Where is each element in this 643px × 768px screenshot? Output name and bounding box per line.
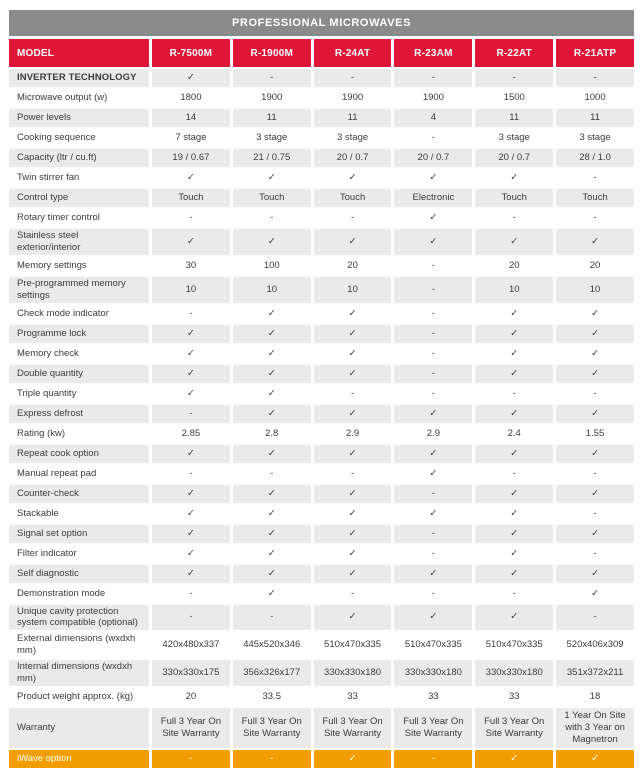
table-row xyxy=(9,585,634,603)
value-cell: - xyxy=(233,465,311,483)
value-cell: - xyxy=(233,605,311,631)
check-mark-cell: ✓ xyxy=(556,305,634,323)
table-row xyxy=(9,445,634,463)
value-cell: 20 / 0.7 xyxy=(394,149,472,167)
value-cell: - xyxy=(233,69,311,87)
value-cell: 10 xyxy=(475,277,553,303)
value-cell: - xyxy=(394,750,472,768)
check-mark-cell: ✓ xyxy=(475,345,553,363)
check-mark-cell: ✓ xyxy=(475,485,553,503)
value-cell: 510x470x335 xyxy=(314,632,392,658)
check-mark-cell: ✓ xyxy=(475,545,553,563)
value-cell: - xyxy=(556,505,634,523)
table-row xyxy=(9,209,634,227)
row-label: Control type xyxy=(9,189,149,207)
model-header-r1900m: R-1900M xyxy=(233,39,311,67)
value-cell: 1900 xyxy=(394,89,472,107)
value-cell: 4 xyxy=(394,109,472,127)
value-cell: - xyxy=(475,585,553,603)
value-cell: Full 3 Year On Site Warranty xyxy=(475,708,553,748)
value-cell: Touch xyxy=(314,189,392,207)
value-cell: - xyxy=(394,257,472,275)
check-mark-cell: ✓ xyxy=(233,325,311,343)
value-cell: 2.9 xyxy=(314,425,392,443)
check-mark-cell: ✓ xyxy=(152,445,230,463)
check-mark-cell: ✓ xyxy=(233,485,311,503)
value-cell: 10 xyxy=(556,277,634,303)
value-cell: 351x372x211 xyxy=(556,660,634,686)
value-cell: 3 stage xyxy=(314,129,392,147)
value-cell: 33 xyxy=(475,688,553,706)
check-mark-cell: ✓ xyxy=(152,525,230,543)
row-label: Filter indicator xyxy=(9,545,149,563)
table-row xyxy=(9,277,634,303)
check-mark-cell: ✓ xyxy=(394,229,472,255)
check-mark-cell: ✓ xyxy=(314,750,392,768)
value-cell: - xyxy=(152,585,230,603)
value-cell: 14 xyxy=(152,109,230,127)
value-cell: - xyxy=(152,465,230,483)
value-cell: 30 xyxy=(152,257,230,275)
row-label: Double quantity xyxy=(9,365,149,383)
value-cell: - xyxy=(394,545,472,563)
check-mark-cell: ✓ xyxy=(556,485,634,503)
value-cell: 20 xyxy=(314,257,392,275)
value-cell: 20 xyxy=(475,257,553,275)
value-cell: 1500 xyxy=(475,89,553,107)
check-mark-cell: ✓ xyxy=(556,585,634,603)
value-cell: Touch xyxy=(233,189,311,207)
row-label: Cooking sequence xyxy=(9,129,149,147)
row-label: Power levels xyxy=(9,109,149,127)
value-cell: - xyxy=(314,585,392,603)
table-row xyxy=(9,688,634,706)
check-mark-cell: ✓ xyxy=(314,505,392,523)
value-cell: 3 stage xyxy=(233,129,311,147)
check-mark-cell: ✓ xyxy=(152,545,230,563)
value-cell: - xyxy=(394,525,472,543)
check-mark-cell: ✓ xyxy=(152,365,230,383)
value-cell: - xyxy=(394,585,472,603)
check-mark-cell: ✓ xyxy=(152,485,230,503)
value-cell: 11 xyxy=(556,109,634,127)
value-cell: - xyxy=(314,465,392,483)
table-row xyxy=(9,345,634,363)
value-cell: 33.5 xyxy=(233,688,311,706)
value-cell: - xyxy=(394,385,472,403)
value-cell: 21 / 0.75 xyxy=(233,149,311,167)
value-cell: Full 3 Year On Site Warranty xyxy=(233,708,311,748)
row-label: Demonstration mode xyxy=(9,585,149,603)
value-cell: Full 3 Year On Site Warranty xyxy=(314,708,392,748)
value-cell: - xyxy=(475,209,553,227)
check-mark-cell: ✓ xyxy=(233,565,311,583)
row-label: Stackable xyxy=(9,505,149,523)
table-row xyxy=(9,465,634,483)
check-mark-cell: ✓ xyxy=(394,445,472,463)
row-label: Twin stirrer fan xyxy=(9,169,149,187)
row-label: Rating (kw) xyxy=(9,425,149,443)
value-cell: 1900 xyxy=(233,89,311,107)
table-row xyxy=(9,325,634,343)
check-mark-cell: ✓ xyxy=(394,465,472,483)
table-row xyxy=(9,605,634,631)
value-cell: 20 / 0.7 xyxy=(314,149,392,167)
check-mark-cell: ✓ xyxy=(233,169,311,187)
page-title: PROFESSIONAL MICROWAVES xyxy=(9,10,634,36)
check-mark-cell: ✓ xyxy=(475,305,553,323)
row-label: Programme lock xyxy=(9,325,149,343)
value-cell: 11 xyxy=(314,109,392,127)
value-cell: - xyxy=(556,209,634,227)
value-cell: 2.9 xyxy=(394,425,472,443)
value-cell: - xyxy=(394,345,472,363)
value-cell: - xyxy=(152,750,230,768)
check-mark-cell: ✓ xyxy=(475,525,553,543)
check-mark-cell: ✓ xyxy=(394,405,472,423)
row-label: Signal set option xyxy=(9,525,149,543)
value-cell: 510x470x335 xyxy=(394,632,472,658)
value-cell: - xyxy=(233,750,311,768)
value-cell: - xyxy=(556,169,634,187)
table-row xyxy=(9,425,634,443)
table-row xyxy=(9,545,634,563)
check-mark-cell: ✓ xyxy=(475,169,553,187)
model-header-r21atp: R-21ATP xyxy=(556,39,634,67)
table-row xyxy=(9,485,634,503)
value-cell: 330x330x180 xyxy=(394,660,472,686)
check-mark-cell: ✓ xyxy=(314,229,392,255)
check-mark-cell: ✓ xyxy=(475,565,553,583)
table-row xyxy=(9,69,634,87)
value-cell: 1800 xyxy=(152,89,230,107)
check-mark-cell: ✓ xyxy=(233,365,311,383)
value-cell: 20 xyxy=(152,688,230,706)
value-cell: - xyxy=(475,465,553,483)
row-label: Counter-check xyxy=(9,485,149,503)
check-mark-cell: ✓ xyxy=(314,545,392,563)
check-mark-cell: ✓ xyxy=(314,325,392,343)
value-cell: 19 / 0.67 xyxy=(152,149,230,167)
table-row xyxy=(9,632,634,658)
iwave-option-row xyxy=(9,750,634,768)
table-row xyxy=(9,305,634,323)
value-cell: 2.8 xyxy=(233,425,311,443)
check-mark-cell: ✓ xyxy=(556,345,634,363)
row-label: Internal dimensions (wxdxh mm) xyxy=(9,660,149,686)
table-row xyxy=(9,169,634,187)
value-cell: 330x330x175 xyxy=(152,660,230,686)
value-cell: - xyxy=(475,69,553,87)
model-column-header: MODEL xyxy=(9,39,149,67)
value-cell: - xyxy=(233,209,311,227)
check-mark-cell: ✓ xyxy=(475,445,553,463)
check-mark-cell: ✓ xyxy=(314,605,392,631)
value-cell: - xyxy=(394,277,472,303)
row-label: Manual repeat pad xyxy=(9,465,149,483)
check-mark-cell: ✓ xyxy=(556,405,634,423)
value-cell: 2.4 xyxy=(475,425,553,443)
row-label: Rotary timer control xyxy=(9,209,149,227)
row-label: Memory check xyxy=(9,345,149,363)
row-label: External dimensions (wxdxh mm) xyxy=(9,632,149,658)
row-label: Microwave output (w) xyxy=(9,89,149,107)
table-row xyxy=(9,257,634,275)
table-row xyxy=(9,229,634,255)
row-label: Pre-programmed memory settings xyxy=(9,277,149,303)
value-cell: 10 xyxy=(314,277,392,303)
check-mark-cell: ✓ xyxy=(475,505,553,523)
value-cell: - xyxy=(556,545,634,563)
check-mark-cell: ✓ xyxy=(233,229,311,255)
check-mark-cell: ✓ xyxy=(233,345,311,363)
table-row xyxy=(9,505,634,523)
check-mark-cell: ✓ xyxy=(314,169,392,187)
value-cell: 33 xyxy=(394,688,472,706)
value-cell: - xyxy=(152,405,230,423)
check-mark-cell: ✓ xyxy=(556,445,634,463)
check-mark-cell: ✓ xyxy=(233,525,311,543)
value-cell: - xyxy=(475,385,553,403)
check-mark-cell: ✓ xyxy=(152,169,230,187)
row-label: Express defrost xyxy=(9,405,149,423)
row-label: Self diagnostic xyxy=(9,565,149,583)
check-mark-cell: ✓ xyxy=(394,169,472,187)
row-label: INVERTER TECHNOLOGY xyxy=(9,69,149,87)
check-mark-cell: ✓ xyxy=(314,485,392,503)
table-row xyxy=(9,660,634,686)
row-label: Memory settings xyxy=(9,257,149,275)
model-header-r24at: R-24AT xyxy=(314,39,392,67)
value-cell: 11 xyxy=(233,109,311,127)
row-label: iWave option xyxy=(9,750,149,768)
check-mark-cell: ✓ xyxy=(152,345,230,363)
row-label: Check mode indicator xyxy=(9,305,149,323)
table-row xyxy=(9,385,634,403)
check-mark-cell: ✓ xyxy=(475,365,553,383)
check-mark-cell: ✓ xyxy=(475,750,553,768)
table-row xyxy=(9,189,634,207)
value-cell: - xyxy=(556,465,634,483)
check-mark-cell: ✓ xyxy=(314,525,392,543)
check-mark-cell: ✓ xyxy=(314,565,392,583)
check-mark-cell: ✓ xyxy=(233,405,311,423)
row-label: Capacity (ltr / cu.ft) xyxy=(9,149,149,167)
check-mark-cell: ✓ xyxy=(475,405,553,423)
row-label: Warranty xyxy=(9,708,149,748)
row-label: Repeat cook option xyxy=(9,445,149,463)
value-cell: 10 xyxy=(152,277,230,303)
table-row xyxy=(9,525,634,543)
value-cell: 20 xyxy=(556,257,634,275)
check-mark-cell: ✓ xyxy=(556,525,634,543)
row-label: Stainless steel exterior/interior xyxy=(9,229,149,255)
check-mark-cell: ✓ xyxy=(314,365,392,383)
value-cell: 445x520x346 xyxy=(233,632,311,658)
table-row xyxy=(9,149,634,167)
value-cell: - xyxy=(394,325,472,343)
check-mark-cell: ✓ xyxy=(233,385,311,403)
check-mark-cell: ✓ xyxy=(394,605,472,631)
value-cell: Full 3 Year On Site Warranty xyxy=(152,708,230,748)
table-row xyxy=(9,109,634,127)
value-cell: - xyxy=(556,69,634,87)
check-mark-cell: ✓ xyxy=(556,365,634,383)
check-mark-cell: ✓ xyxy=(152,505,230,523)
comparison-table-body xyxy=(9,69,634,768)
value-cell: - xyxy=(394,365,472,383)
value-cell: 18 xyxy=(556,688,634,706)
check-mark-cell: ✓ xyxy=(314,345,392,363)
value-cell: Full 3 Year On Site Warranty xyxy=(394,708,472,748)
check-mark-cell: ✓ xyxy=(233,585,311,603)
check-mark-cell: ✓ xyxy=(233,545,311,563)
value-cell: 28 / 1.0 xyxy=(556,149,634,167)
check-mark-cell: ✓ xyxy=(556,229,634,255)
row-label: Product weight approx. (kg) xyxy=(9,688,149,706)
value-cell: Touch xyxy=(556,189,634,207)
check-mark-cell: ✓ xyxy=(556,565,634,583)
check-mark-cell: ✓ xyxy=(152,565,230,583)
model-header-row xyxy=(9,39,634,67)
value-cell: 520x406x309 xyxy=(556,632,634,658)
check-mark-cell: ✓ xyxy=(394,209,472,227)
check-mark-cell: ✓ xyxy=(475,229,553,255)
row-label: Unique cavity protection system compatible (optional) xyxy=(9,605,149,631)
value-cell: 1900 xyxy=(314,89,392,107)
value-cell: 1000 xyxy=(556,89,634,107)
row-label: Triple quantity xyxy=(9,385,149,403)
table-row xyxy=(9,405,634,423)
value-cell: 2.85 xyxy=(152,425,230,443)
value-cell: - xyxy=(394,305,472,323)
value-cell: 330x330x180 xyxy=(314,660,392,686)
check-mark-cell: ✓ xyxy=(556,325,634,343)
model-header-r7500m: R-7500M xyxy=(152,39,230,67)
check-mark-cell: ✓ xyxy=(475,605,553,631)
table-row xyxy=(9,365,634,383)
value-cell: - xyxy=(314,385,392,403)
value-cell: - xyxy=(314,209,392,227)
value-cell: Touch xyxy=(475,189,553,207)
value-cell: 100 xyxy=(233,257,311,275)
check-mark-cell: ✓ xyxy=(233,305,311,323)
value-cell: - xyxy=(314,69,392,87)
model-header-r23am: R-23AM xyxy=(394,39,472,67)
value-cell: 10 xyxy=(233,277,311,303)
value-cell: - xyxy=(394,69,472,87)
check-mark-cell: ✓ xyxy=(314,405,392,423)
value-cell: 3 stage xyxy=(475,129,553,147)
value-cell: 1.55 xyxy=(556,425,634,443)
check-mark-cell: ✓ xyxy=(152,69,230,87)
check-mark-cell: ✓ xyxy=(314,305,392,323)
check-mark-cell: ✓ xyxy=(314,445,392,463)
value-cell: - xyxy=(556,605,634,631)
value-cell: 7 stage xyxy=(152,129,230,147)
value-cell: - xyxy=(152,605,230,631)
value-cell: Touch xyxy=(152,189,230,207)
value-cell: 1 Year On Site with 3 Year on Magnetron xyxy=(556,708,634,748)
table-row xyxy=(9,565,634,583)
value-cell: 510x470x335 xyxy=(475,632,553,658)
value-cell: 20 / 0.7 xyxy=(475,149,553,167)
value-cell: - xyxy=(394,485,472,503)
value-cell: 420x480x337 xyxy=(152,632,230,658)
value-cell: 356x326x177 xyxy=(233,660,311,686)
check-mark-cell: ✓ xyxy=(394,565,472,583)
table-row xyxy=(9,129,634,147)
value-cell: - xyxy=(394,129,472,147)
value-cell: - xyxy=(152,209,230,227)
check-mark-cell: ✓ xyxy=(152,385,230,403)
table-row xyxy=(9,708,634,748)
value-cell: 33 xyxy=(314,688,392,706)
value-cell: Electronic xyxy=(394,189,472,207)
value-cell: - xyxy=(556,385,634,403)
check-mark-cell: ✓ xyxy=(152,325,230,343)
model-header-r22at: R-22AT xyxy=(475,39,553,67)
check-mark-cell: ✓ xyxy=(152,229,230,255)
check-mark-cell: ✓ xyxy=(233,505,311,523)
value-cell: 330x330x180 xyxy=(475,660,553,686)
value-cell: 11 xyxy=(475,109,553,127)
value-cell: - xyxy=(152,305,230,323)
value-cell: 3 stage xyxy=(556,129,634,147)
check-mark-cell: ✓ xyxy=(556,750,634,768)
check-mark-cell: ✓ xyxy=(233,445,311,463)
table-row xyxy=(9,89,634,107)
check-mark-cell: ✓ xyxy=(475,325,553,343)
check-mark-cell: ✓ xyxy=(394,505,472,523)
